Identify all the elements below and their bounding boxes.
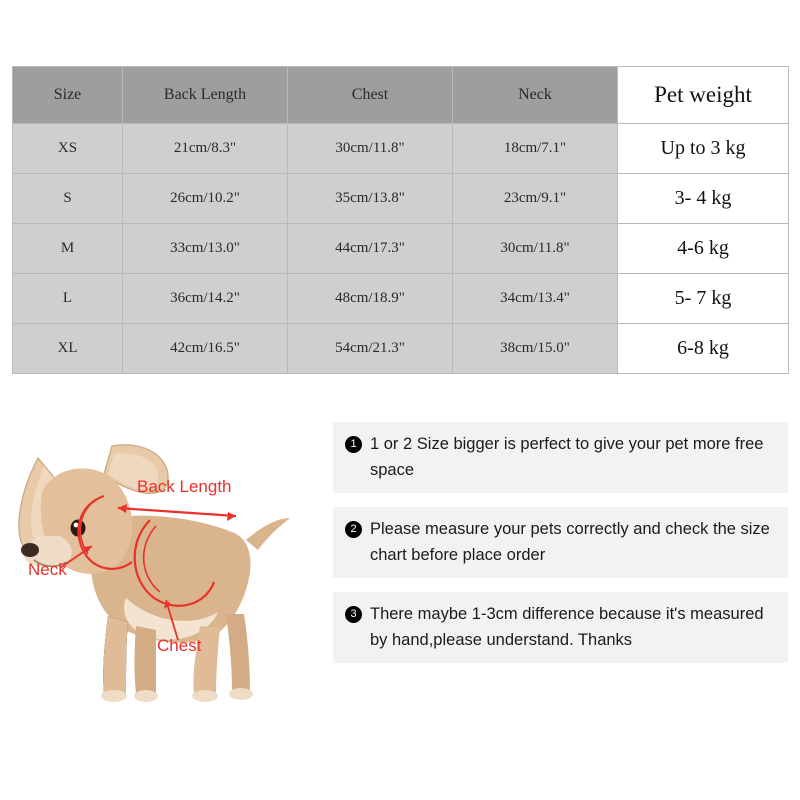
label-neck: Neck [28,560,67,579]
table-row [13,274,789,324]
cell-neck: 34cm/13.4" [453,274,618,324]
cell-chest: 54cm/21.3" [288,324,453,374]
note-marker-icon: 1 [345,436,362,453]
cell-pet-weight: 6-8 kg [618,324,789,374]
note-marker-icon: 2 [345,521,362,538]
cell-size: L [13,274,123,324]
back-length-measure-line [118,508,236,516]
label-back-length: Back Length [137,477,232,496]
notes-list [333,422,788,677]
column-header-pet-weight: Pet weight [618,67,789,124]
cell-pet-weight: 5- 7 kg [618,274,789,324]
table-header-row [13,67,789,124]
cell-neck: 30cm/11.8" [453,224,618,274]
note-text: There maybe 1-3cm difference because it's measured by hand,please understand. Thanks [370,605,764,649]
cell-size: M [13,224,123,274]
cell-chest: 35cm/13.8" [288,174,453,224]
note-item [333,422,788,493]
label-chest: Chest [157,636,202,655]
column-header-back-length: Back Length [123,67,288,124]
table-row [13,324,789,374]
cell-pet-weight: 4-6 kg [618,224,789,274]
column-header-size: Size [13,67,123,124]
cell-pet-weight: 3- 4 kg [618,174,789,224]
note-text: Please measure your pets correctly and check the size chart before place order [370,520,770,564]
note-item [333,507,788,578]
cell-neck: 18cm/7.1" [453,124,618,174]
table-row [13,124,789,174]
cell-size: S [13,174,123,224]
cell-size: XS [13,124,123,174]
dog-measurement-diagram [0,400,330,730]
cell-back-length: 26cm/10.2" [123,174,288,224]
lower-section [0,400,800,770]
cell-back-length: 36cm/14.2" [123,274,288,324]
table-row [13,174,789,224]
cell-size: XL [13,324,123,374]
cell-chest: 48cm/18.9" [288,274,453,324]
note-item [333,592,788,663]
cell-pet-weight: Up to 3 kg [618,124,789,174]
cell-back-length: 42cm/16.5" [123,324,288,374]
cell-chest: 44cm/17.3" [288,224,453,274]
note-marker-icon: 3 [345,606,362,623]
size-chart-table [12,66,789,374]
cell-chest: 30cm/11.8" [288,124,453,174]
column-header-chest: Chest [288,67,453,124]
cell-neck: 23cm/9.1" [453,174,618,224]
table-row [13,224,789,274]
cell-neck: 38cm/15.0" [453,324,618,374]
size-chart [12,66,788,374]
note-text: 1 or 2 Size bigger is perfect to give your pet more free space [370,435,764,479]
cell-back-length: 33cm/13.0" [123,224,288,274]
cell-back-length: 21cm/8.3" [123,124,288,174]
column-header-neck: Neck [453,67,618,124]
